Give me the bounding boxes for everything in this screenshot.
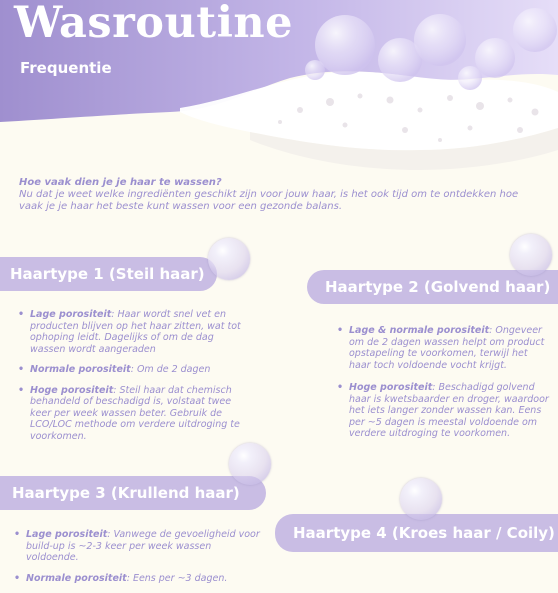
list-item: • Lage porositeit: Haar wordt snel vet en producten blijven op het haar zitten, wat tot ophoping leidt. Dagelijks of om de dag wassen wordt aangeraden [18, 309, 250, 355]
list-item: • Lage porositeit: Vanwege de gevoeligheid voor build-up is ~2-3 keer per week wassen voldoende. [14, 529, 264, 564]
bubble-icon [510, 234, 552, 276]
section-title: Haartype 3 (Krullend haar) [12, 484, 240, 502]
list-item: • Normale porositeit: Eens per ~3 dagen. [14, 573, 264, 585]
section-list-hairtype-2 [337, 325, 549, 449]
bubble-icon [229, 443, 271, 485]
list-item: • Lage & normale porositeit: Ongeveer om de 2 dagen wassen helpt om product opstapeling te voorkomen, terwijl het haar toch voldoende vocht krijgt. [337, 325, 549, 371]
page-title: Wasroutine [14, 0, 294, 48]
header-banner [0, 0, 558, 170]
list-item: • Hoge porositeit: Steil haar dat chemisch behandeld of beschadigd is, volstaat twee keer per week wassen beter. Gebruik de LCO/LOC methode om verdere uitdroging te voorkomen. [18, 385, 250, 443]
section-title: Haartype 4 (Kroes haar / Coily) [293, 524, 555, 542]
bubble-icon [400, 478, 442, 520]
section-list-hairtype-3 [14, 529, 264, 593]
section-list-hairtype-1 [18, 309, 250, 451]
section-heading-hairtype-3 [0, 476, 266, 510]
section-heading-hairtype-1 [0, 257, 217, 291]
intro-question: Hoe vaak dien je je haar te wassen? [19, 177, 222, 188]
section-title: Haartype 2 (Golvend haar) [325, 278, 551, 296]
page-subtitle: Frequentie [20, 59, 112, 77]
section-heading-hairtype-2 [307, 270, 558, 304]
intro-text: Nu dat je weet welke ingrediënten geschikt zijn voor jouw haar, is het ook tijd om te ontdekken hoe vaak je je haar het beste kunt wassen voor een gezonde balans. [19, 189, 519, 212]
bubble-icon [208, 238, 250, 280]
section-title: Haartype 1 (Steil haar) [10, 265, 205, 283]
intro-block [19, 177, 539, 213]
list-item: • Hoge porositeit: Beschadigd golvend haar is kwetsbaarder en droger, waardoor het iets langer zonder wassen kan. Eens per ~5 dagen is meestal voldoende om verdere uitdroging te voorkomen. [337, 382, 549, 440]
list-item: • Normale porositeit: Om de 2 dagen [18, 364, 250, 376]
